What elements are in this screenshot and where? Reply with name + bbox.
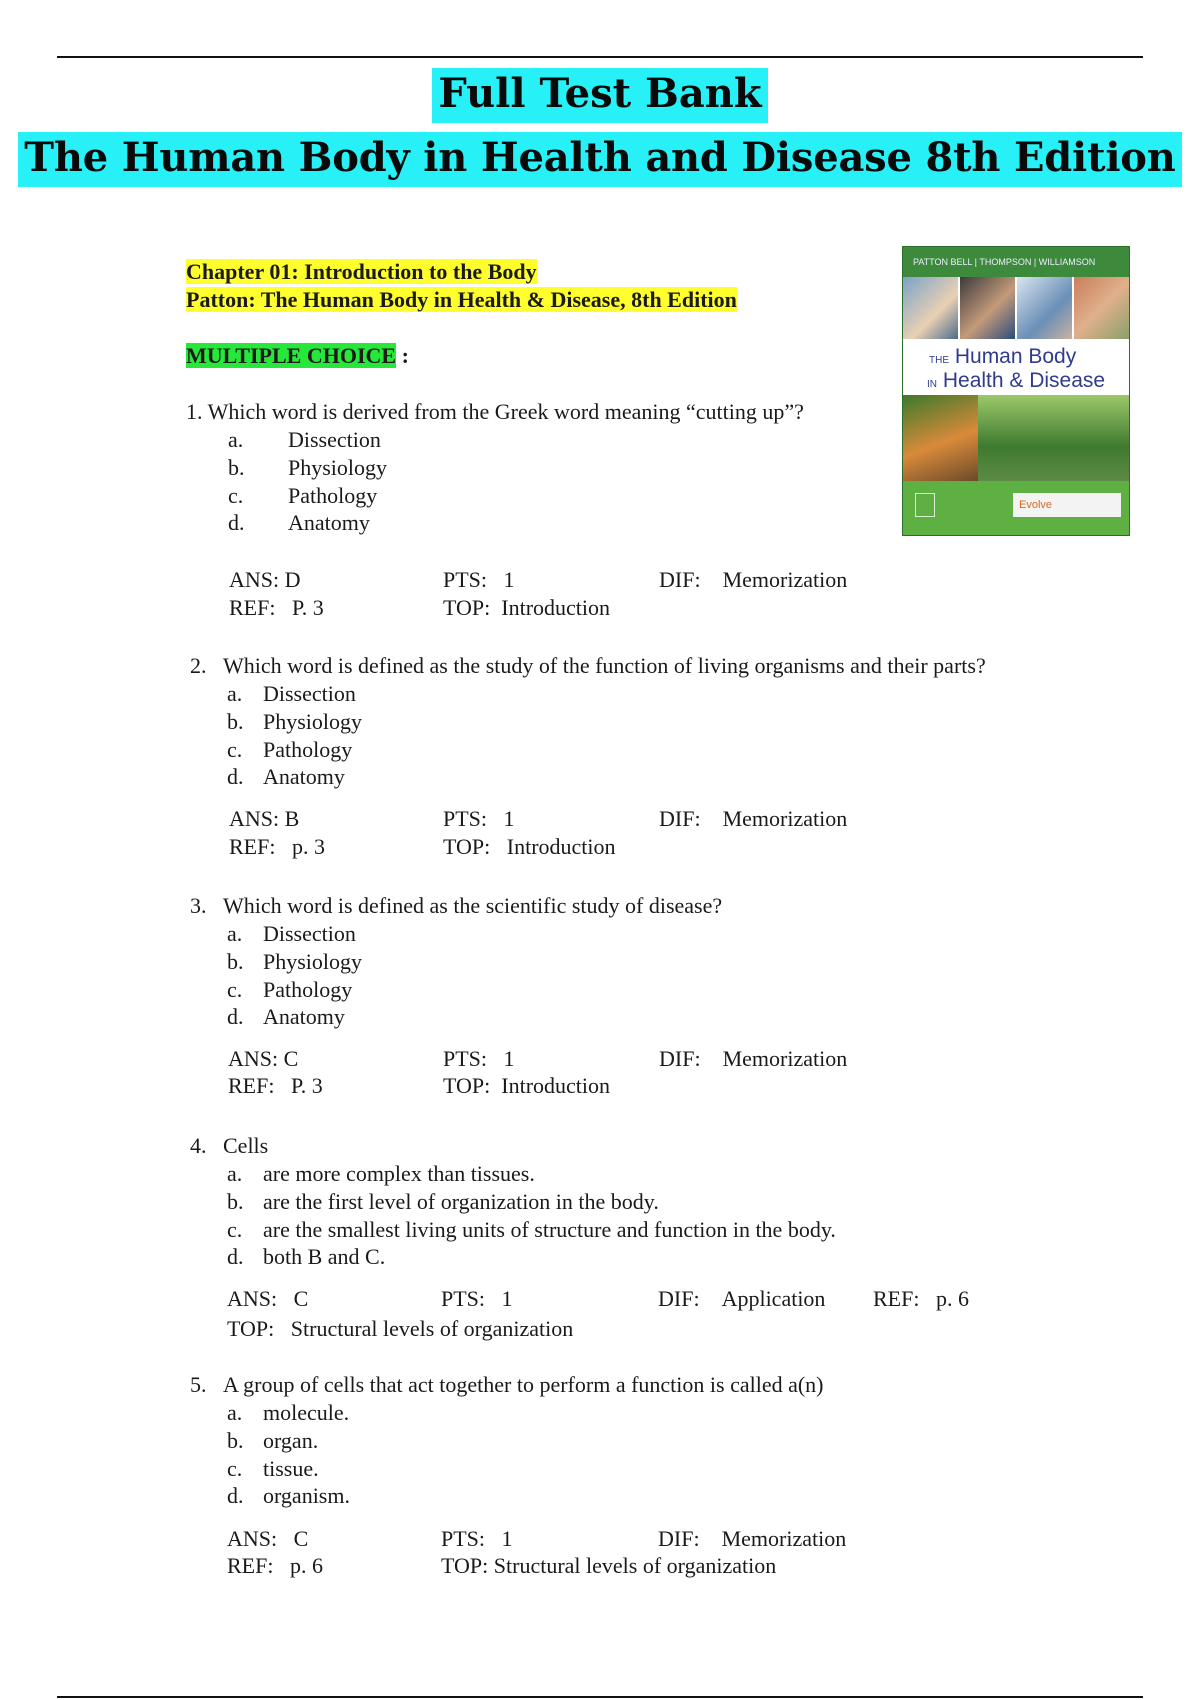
cover-title: THE Human Body IN Health & Disease: [903, 339, 1129, 395]
question-5: 5. A group of cells that act together to perform a function is called a(n): [190, 1372, 824, 1397]
option: d. Anatomy: [227, 1004, 345, 1029]
option: a. molecule.: [227, 1400, 350, 1425]
cover-authors: PATTON BELL | THOMPSON | WILLIAMSON: [903, 247, 1129, 277]
bottom-rule: [57, 1696, 1143, 1698]
option: a. are more complex than tissues.: [227, 1161, 535, 1186]
difficulty-meta: DIF: Memorization: [658, 1526, 847, 1551]
cover-photo-strip: [903, 277, 1129, 339]
answer-meta: ANS: D: [229, 567, 301, 592]
difficulty-meta: DIF: Application: [658, 1286, 826, 1311]
section-heading: MULTIPLE CHOICE :: [186, 343, 409, 368]
topic-meta: TOP: Structural levels of organization: [441, 1553, 777, 1578]
reference-meta: REF: P. 3: [229, 595, 324, 620]
topic-meta: TOP: Structural levels of organization: [227, 1316, 574, 1341]
cover-footer: [903, 481, 1129, 535]
answer-meta: ANS: C: [228, 1046, 299, 1071]
option: d. Anatomy: [227, 764, 345, 789]
option: a. Dissection: [228, 427, 381, 452]
points-meta: PTS: 1: [443, 806, 515, 831]
question-3: 3. Which word is defined as the scientific study of disease?: [190, 893, 723, 918]
reference-meta: REF: p. 3: [229, 834, 325, 859]
option: c. Pathology: [228, 483, 378, 508]
answer-meta: ANS: C: [227, 1286, 309, 1311]
cover-scene: [903, 395, 1129, 481]
option: a. Dissection: [227, 681, 356, 706]
book-cover-image: [902, 246, 1130, 536]
question-2: 2. Which word is defined as the study of the function of living organisms and their parts?: [190, 653, 986, 678]
option: c. Pathology: [227, 737, 353, 762]
question-4: 4. Cells: [190, 1133, 269, 1158]
option: b. Physiology: [227, 709, 363, 734]
answer-meta: ANS: B: [229, 806, 300, 831]
difficulty-meta: DIF: Memorization: [659, 1046, 848, 1071]
points-meta: PTS: 1: [443, 1046, 515, 1071]
option: d. organism.: [227, 1483, 350, 1508]
reference-meta: REF: P. 3: [228, 1073, 323, 1098]
option: c. tissue.: [227, 1456, 319, 1481]
answer-meta: ANS: C: [227, 1526, 309, 1551]
reference-meta: REF: p. 6: [227, 1553, 323, 1578]
option: c. are the smallest living units of structure and function in the body.: [227, 1217, 836, 1242]
chapter-title: Chapter 01: Introduction to the Body: [186, 259, 537, 284]
chapter-subtitle: Patton: The Human Body in Health & Disease, 8th Edition: [186, 287, 737, 312]
title-line-1: Full Test Bank: [0, 70, 1200, 117]
question-1: 1. Which word is derived from the Greek word meaning “cutting up”?: [186, 399, 804, 424]
points-meta: PTS: 1: [443, 567, 515, 592]
difficulty-meta: DIF: Memorization: [659, 567, 848, 592]
points-meta: PTS: 1: [441, 1286, 513, 1311]
top-rule: [57, 56, 1143, 58]
option: d. both B and C.: [227, 1244, 386, 1269]
title-line-2: The Human Body in Health and Disease 8th Edition: [0, 134, 1200, 181]
topic-meta: TOP: Introduction: [443, 1073, 611, 1098]
option: c. Pathology: [227, 977, 353, 1002]
topic-meta: TOP: Introduction: [443, 595, 611, 620]
topic-meta: TOP: Introduction: [443, 834, 616, 859]
difficulty-meta: DIF: Memorization: [659, 806, 848, 831]
option: b. are the first level of organization in the body.: [227, 1189, 659, 1214]
cover-evolve-badge: Evolve: [1013, 493, 1121, 517]
option: b. Physiology: [228, 455, 388, 480]
option: a. Dissection: [227, 921, 356, 946]
option: d. Anatomy: [228, 510, 370, 535]
reference-meta: REF: p. 6: [873, 1286, 969, 1311]
option: b. organ.: [227, 1428, 319, 1453]
elsevier-logo-icon: [915, 493, 935, 517]
option: b. Physiology: [227, 949, 363, 974]
points-meta: PTS: 1: [441, 1526, 513, 1551]
